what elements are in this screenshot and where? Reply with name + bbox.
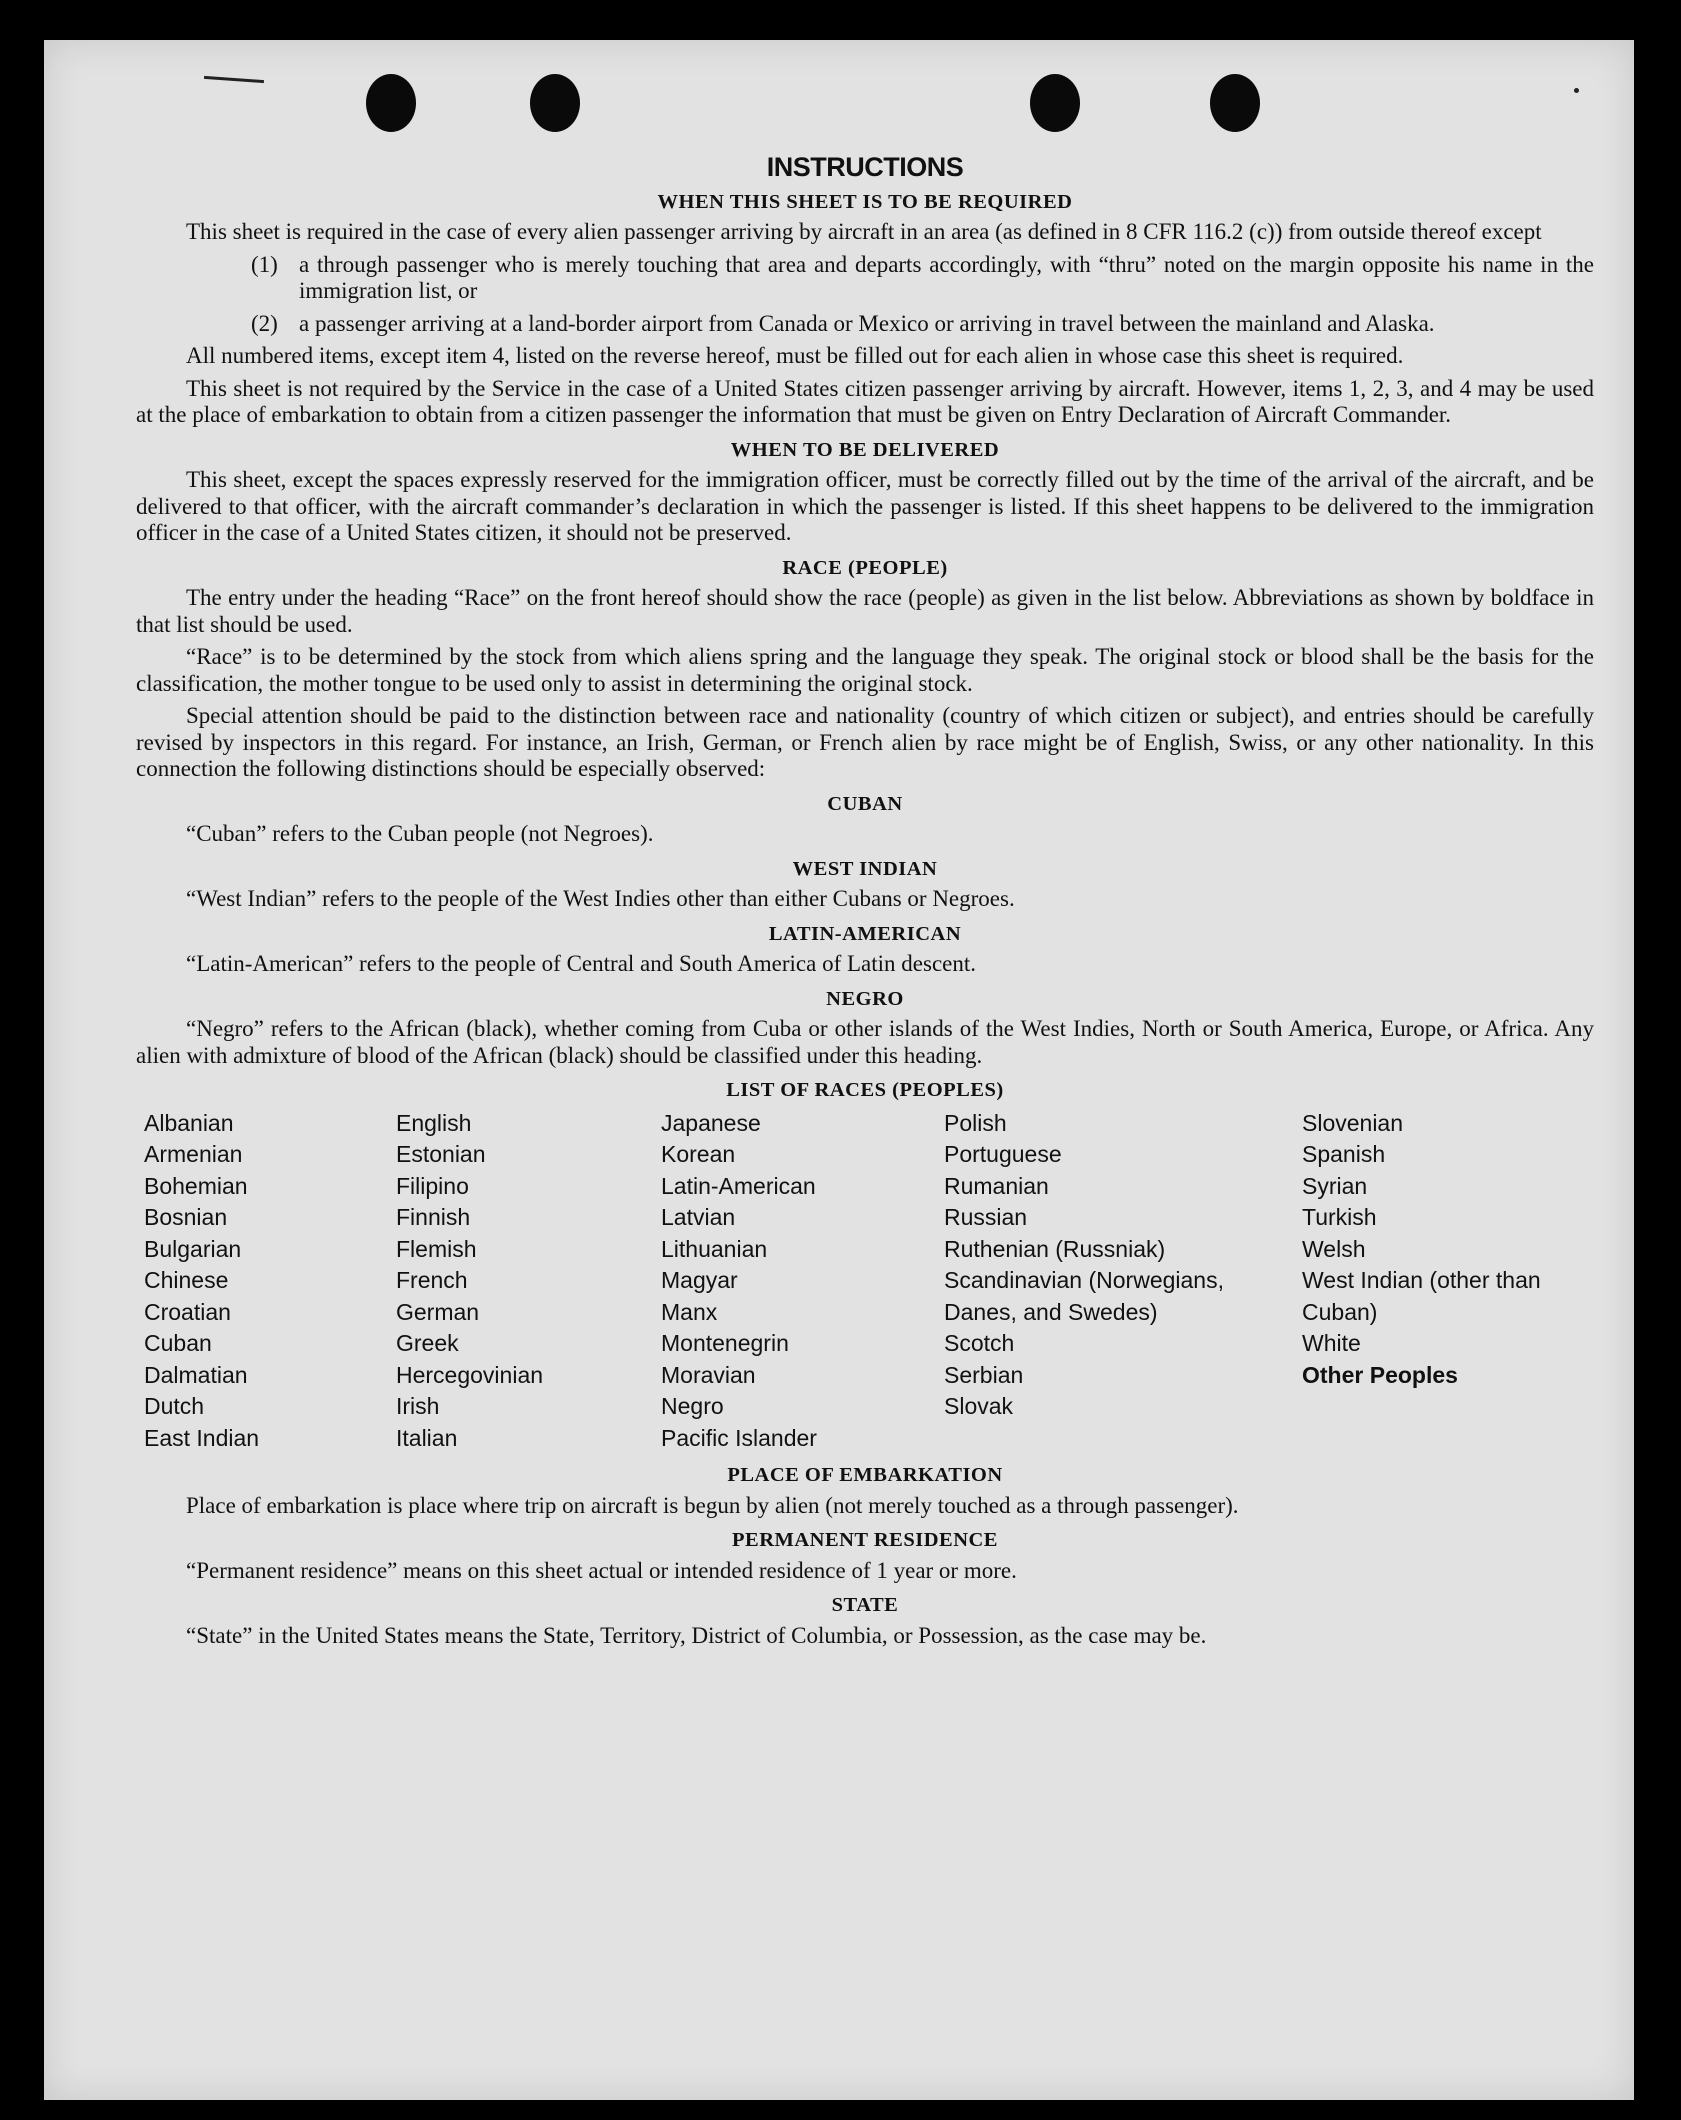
- race-entry: Bosnian: [144, 1204, 228, 1230]
- item-number: (1): [251, 251, 278, 277]
- race-entry: Latvian: [661, 1204, 736, 1230]
- race-entry: Bulgarian: [144, 1235, 242, 1262]
- paragraph: Place of embarkation is place where trip on aircraft is begun by alien (not merely touched as a through passenger).: [186, 1492, 1239, 1518]
- race-entry: Russian: [944, 1204, 1028, 1230]
- race-entry: Estonian: [396, 1141, 486, 1167]
- paragraph: This sheet, except the spaces expressly reserved for the immigration officer, must be correctly filled out by the time of the arrival of the aircraft, and be delivered to that officer, with the aircraft commander’s declaration in which the passenger is listed. If this sheet happens to be delivered to the immigration officer in the case of a United States citizen, it should not be preserved.: [136, 467, 1594, 545]
- section-heading: WHEN THIS SHEET IS TO BE REQUIRED: [657, 190, 1073, 213]
- race-entry: Pacific Islander: [661, 1424, 817, 1451]
- race-entry: Latin-American: [661, 1172, 816, 1199]
- race-entry: Other Peoples: [1302, 1361, 1458, 1388]
- race-entry: Rumanian: [944, 1172, 1049, 1199]
- race-entry: Turkish: [1302, 1204, 1377, 1230]
- race-entry: White: [1302, 1330, 1361, 1356]
- race-entry: Lithuanian: [661, 1235, 768, 1262]
- item-number: (2): [251, 310, 278, 336]
- race-entry: Scotch: [944, 1330, 1015, 1356]
- race-entry: Italian: [396, 1424, 458, 1451]
- page-title: INSTRUCTIONS: [766, 152, 964, 182]
- race-entry: Korean: [661, 1141, 736, 1167]
- race-entry: Armenian: [144, 1141, 243, 1167]
- document-sheet: [44, 40, 1634, 2100]
- section-heading: RACE (PEOPLE): [782, 556, 948, 579]
- race-entry: French: [396, 1267, 468, 1293]
- section-heading: PLACE OF EMBARKATION: [727, 1464, 1003, 1486]
- race-entry: Albanian: [144, 1109, 234, 1136]
- race-entry: Manx: [661, 1298, 718, 1325]
- race-entry: Scandinavian (Norwegians, Danes, and Swedes): [944, 1267, 1224, 1325]
- race-entry: Japanese: [661, 1109, 761, 1136]
- race-entry: Greek: [396, 1330, 459, 1356]
- races-column: [396, 1108, 661, 1455]
- race-entry: Slovak: [944, 1393, 1014, 1419]
- paragraph: “Cuban” refers to the Cuban people (not Negroes).: [186, 821, 654, 846]
- race-entry: Magyar: [661, 1267, 738, 1293]
- race-entry: Syrian: [1302, 1172, 1368, 1199]
- races-column: [661, 1108, 944, 1455]
- paragraph: Special attention should be paid to the distinction between race and nationality (country of which citizen or subject), and entries should be carefully revised by inspectors in this regard. For instance, an Irish, German, or French alien by race might be of English, Swiss, or any other nationality. In this connection the following distinctions should be especially observed:: [136, 703, 1594, 781]
- race-entry: Chinese: [144, 1267, 229, 1293]
- list-item: [136, 311, 1594, 338]
- paragraph: “Permanent residence” means on this sheet actual or intended residence of 1 year or more.: [186, 1557, 1017, 1583]
- race-entry: Dutch: [144, 1393, 205, 1419]
- race-entry: Flemish: [396, 1235, 477, 1262]
- race-entry: Portuguese: [944, 1141, 1062, 1167]
- instructions-document: [136, 112, 1594, 1655]
- race-entry: Welsh: [1302, 1235, 1366, 1262]
- section-heading: CUBAN: [827, 792, 903, 815]
- race-entry: English: [396, 1109, 472, 1136]
- paragraph: The entry under the heading “Race” on the front hereof should show the race (people) as given in the list below. Abbreviations as shown by boldface in that list should be used.: [136, 585, 1594, 637]
- paragraph: This sheet is not required by the Service in the case of a United States citizen passenger arriving by aircraft. However, items 1, 2, 3, and 4 may be used at the place of embarkation to obtain from a citizen passenger the information that must be given on Entry Declaration of Aircraft Commander.: [136, 375, 1594, 427]
- race-entry: Negro: [661, 1393, 724, 1419]
- paragraph: “State” in the United States means the State, Territory, District of Columbia, or Possession, as the case may be.: [186, 1622, 1207, 1648]
- section-heading: WEST INDIAN: [792, 857, 938, 880]
- races-column: [144, 1108, 396, 1455]
- races-column: [1302, 1108, 1602, 1455]
- race-entry: Slovenian: [1302, 1109, 1404, 1136]
- race-entry: Dalmatian: [144, 1361, 248, 1388]
- section-heading: LATIN-AMERICAN: [768, 922, 962, 945]
- paragraph: “West Indian” refers to the people of the West Indies other than either Cubans or Negroes.: [186, 886, 1015, 911]
- race-entry: Spanish: [1302, 1141, 1386, 1167]
- race-entry: Finnish: [396, 1204, 471, 1230]
- race-entry: Croatian: [144, 1298, 231, 1325]
- paragraph: This sheet is required in the case of every alien passenger arriving by aircraft in an area (as defined in 8 CFR 116.2 (c)) from outside thereof except: [186, 219, 1542, 244]
- section-heading: PERMANENT RESIDENCE: [732, 1529, 998, 1551]
- race-entry: Hercegovinian: [396, 1361, 544, 1388]
- scan-mark: [1574, 88, 1579, 93]
- item-text: a passenger arriving at a land-border airport from Canada or Mexico or arriving in travel between the mainland and Alaska.: [299, 310, 1435, 336]
- race-entry: Irish: [396, 1393, 440, 1419]
- races-list: [144, 1108, 1594, 1455]
- section-heading: LIST OF RACES (PEOPLES): [726, 1079, 1004, 1101]
- race-entry: Polish: [944, 1109, 1007, 1136]
- race-entry: Ruthenian (Russniak): [944, 1235, 1166, 1262]
- section-heading: WHEN TO BE DELIVERED: [730, 438, 1000, 461]
- list-item: [136, 252, 1594, 305]
- race-entry: Bohemian: [144, 1172, 248, 1199]
- item-text: a through passenger who is merely touching that area and departs accordingly, with “thru” noted on the margin opposite his name in the immigration list, or: [299, 251, 1594, 303]
- paragraph: “Latin-American” refers to the people of Central and South America of Latin descent.: [186, 951, 976, 976]
- race-entry: Filipino: [396, 1172, 469, 1199]
- race-entry: Montenegrin: [661, 1330, 789, 1356]
- race-entry: West Indian (other than Cuban): [1302, 1267, 1541, 1325]
- paragraph: “Negro” refers to the African (black), whether coming from Cuba or other islands of the West Indies, North or South America, Europe, or Africa. Any alien with admixture of blood of the African (black) should be classified under this heading.: [136, 1016, 1594, 1068]
- races-column: [944, 1108, 1302, 1455]
- section-heading: NEGRO: [826, 987, 904, 1010]
- race-entry: East Indian: [144, 1424, 260, 1451]
- race-entry: Moravian: [661, 1361, 756, 1388]
- race-entry: German: [396, 1298, 480, 1325]
- race-entry: Serbian: [944, 1361, 1024, 1388]
- race-entry: Cuban: [144, 1330, 212, 1356]
- paragraph: “Race” is to be determined by the stock from which aliens spring and the language they speak. The original stock or blood shall be the basis for the classification, the mother tongue to be used only to assist in determining the original stock.: [136, 644, 1594, 696]
- section-heading: STATE: [831, 1594, 899, 1616]
- paragraph: All numbered items, except item 4, listed on the reverse hereof, must be filled out for each alien in whose case this sheet is required.: [186, 343, 1404, 368]
- scan-mark: [204, 76, 264, 83]
